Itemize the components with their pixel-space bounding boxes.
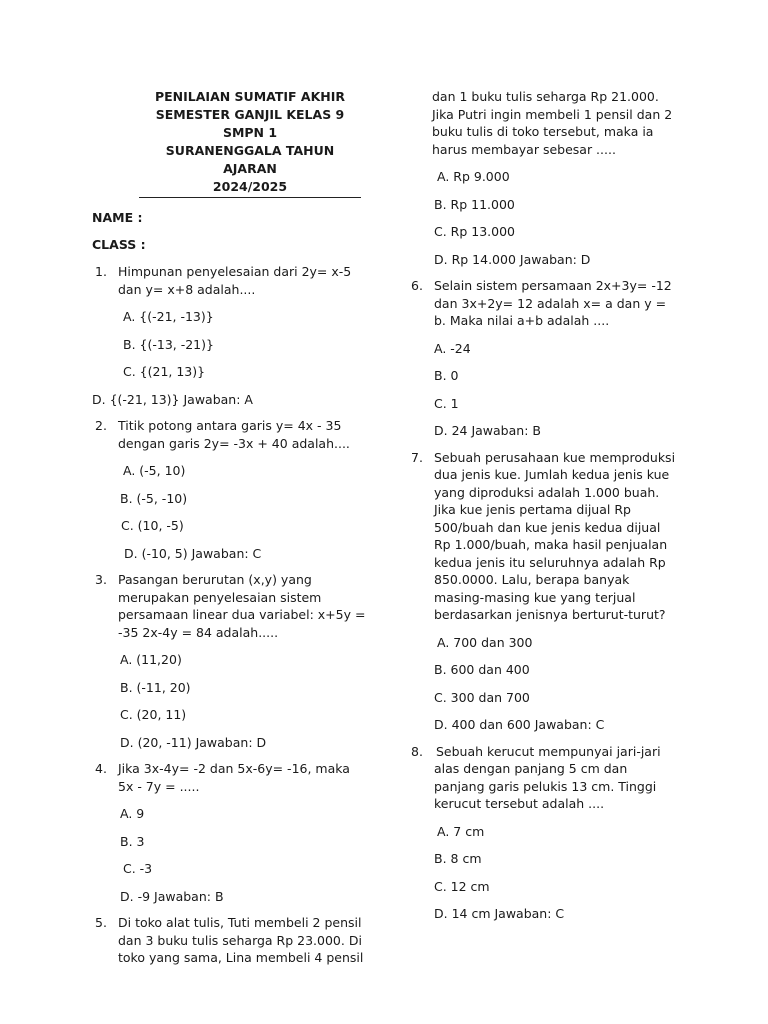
question-number: 2.: [95, 418, 107, 433]
question-text: Sebuah perusahaan kue memproduksi dua jenis kue. Jumlah kedua jenis kue yang diproduksi adalah 1.000 buah. Jika kue jenis pertama dijual Rp 500/buah dan kue jenis kedua dijual Rp 1.000/buah, maka hasil penjualan kedua jenis itu seluruhnya adalah Rp 850.0000. Lalu, berapa banyak masing-masing kue yang terjual berdasarkan jenisnya berturut-turut?: [434, 449, 676, 622]
question-number: 1.: [95, 264, 107, 279]
title-line: SEMESTER GANJIL KELAS 9 SMPN 1: [155, 107, 345, 140]
question-5: [92, 914, 367, 967]
option: A. (11,20): [120, 652, 182, 667]
question-3: [92, 571, 367, 641]
option: B. {(-13, -21)}: [123, 336, 214, 352]
document-title: [139, 88, 361, 198]
option: D. -9 Jawaban: B: [120, 888, 224, 904]
question-7: [408, 449, 680, 624]
option: D. (-10, 5) Jawaban: C: [124, 545, 262, 561]
question-number: 7.: [411, 449, 423, 465]
question-text: Himpunan penyelesaian dari 2y= x-5 dan y= x+8 adalah....: [118, 264, 352, 297]
class-field-label: CLASS :: [92, 237, 146, 252]
option: A. Rp 9.000: [437, 169, 510, 184]
option: C. {(21, 13)}: [123, 364, 206, 379]
option: A. (-5, 10): [123, 463, 186, 478]
option: A. 700 dan 300: [437, 634, 533, 650]
option: C. 1: [434, 395, 459, 411]
right-column: [408, 88, 680, 923]
question-number: 3.: [95, 572, 107, 587]
option: C. Rp 13.000: [434, 224, 516, 239]
question-1: [92, 263, 367, 298]
title-line: PENILAIAN SUMATIF AKHIR: [154, 89, 346, 104]
option: D. {(-21, 13)} Jawaban: A: [92, 391, 253, 407]
option: B. (-5, -10): [120, 490, 188, 506]
question-text: Pasangan berurutan (x,y) yang merupakan penyelesaian sistem persamaan linear dua variabel: x+5y = -35 2x-4y = 84 adalah.....: [118, 572, 366, 640]
option: A. {(-21, -13)}: [123, 309, 214, 324]
question-number: 5.: [95, 915, 107, 930]
option: C. 12 cm: [434, 878, 490, 894]
option: C. (10, -5): [121, 518, 184, 533]
left-column: [92, 88, 367, 967]
question-number: 8.: [411, 743, 423, 759]
question-text: Titik potong antara garis y= 4x - 35 dengan garis 2y= -3x + 40 adalah....: [118, 418, 350, 451]
option: B. (-11, 20): [120, 679, 191, 695]
option: B. 8 cm: [434, 851, 482, 866]
option: B. 0: [434, 368, 459, 383]
option: C. 300 dan 700: [434, 689, 530, 705]
option: C. (20, 11): [120, 707, 187, 722]
question-2: [92, 417, 367, 452]
question-text: Di toko alat tulis, Tuti membeli 2 pensil dan 3 buku tulis seharga Rp 23.000. Di toko yang sama, Lina membeli 4 pensil: [118, 915, 364, 965]
option: D. 24 Jawaban: B: [434, 423, 541, 438]
option: B. Rp 11.000: [434, 196, 515, 212]
option: D. Rp 14.000 Jawaban: D: [434, 251, 591, 267]
title-line: SURANENGGALA TAHUN AJARAN: [165, 143, 335, 176]
option: D. 14 cm Jawaban: C: [434, 906, 565, 921]
question-text: Jika 3x-4y= -2 dan 5x-6y= -16, maka 5x - 7y = .....: [118, 761, 350, 794]
option: C. -3: [123, 861, 153, 876]
question-4: [92, 760, 367, 795]
question-6: [408, 277, 680, 330]
question-number: 6.: [411, 278, 423, 293]
question-8: [408, 743, 680, 813]
title-line: 2024/2025: [212, 179, 288, 194]
question-text: Sebuah kerucut mempunyai jari-jari alas dengan panjang 5 cm dan panjang garis pelukis 13 cm. Tinggi kerucut tersebut adalah ....: [434, 743, 661, 811]
question-text-continued: dan 1 buku tulis seharga Rp 21.000. Jika Putri ingin membeli 1 pensil dan 2 buku tulis di toko tersebut, maka ia harus membayar sebesar .....: [432, 89, 673, 157]
question-text: Selain sistem persamaan 2x+3y= -12 dan 3x+2y= 12 adalah x= a dan y = b. Maka nilai a+b adalah ....: [434, 278, 672, 328]
option: D. (20, -11) Jawaban: D: [120, 734, 267, 750]
option: A. 9: [120, 806, 145, 821]
option: A. 7 cm: [437, 823, 485, 839]
option: D. 400 dan 600 Jawaban: C: [434, 717, 605, 732]
name-field-label: NAME :: [92, 210, 143, 225]
option: B. 3: [120, 833, 145, 849]
option: B. 600 dan 400: [434, 662, 530, 677]
option: A. -24: [434, 340, 471, 356]
question-number: 4.: [95, 761, 107, 776]
